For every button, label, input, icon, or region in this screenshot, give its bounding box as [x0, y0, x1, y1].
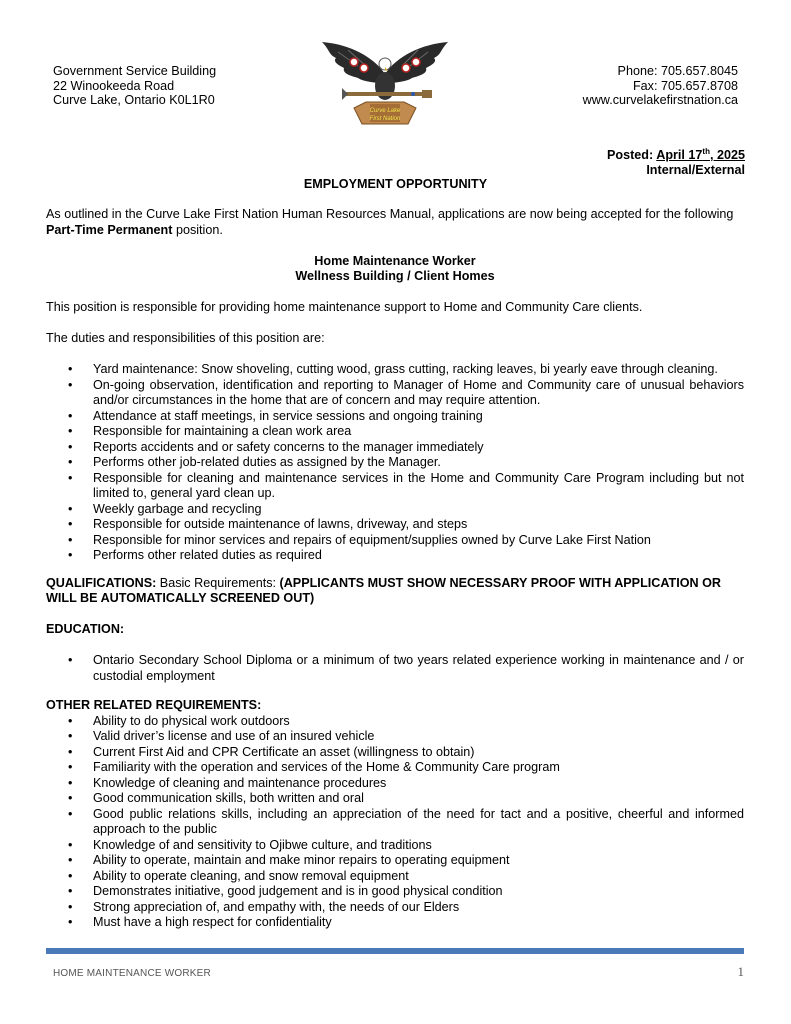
list-item: • Ability to do physical work outdoors [46, 714, 744, 730]
list-item: • Knowledge of and sensitivity to Ojibwe culture, and traditions [46, 838, 744, 854]
list-item: • Performs other related duties as required [46, 548, 744, 564]
job-posting-body [46, 207, 744, 931]
duties-intro: The duties and responsibilities of this position are: [46, 331, 325, 345]
posted-date-line [607, 148, 745, 163]
list-item: • Attendance at staff meetings, in service sessions and ongoing training [46, 409, 744, 425]
list-item: • Demonstrates initiative, good judgement and is in good physical condition [46, 884, 744, 900]
address-line: 22 Winookeeda Road [53, 78, 175, 93]
list-item: • Current First Aid and CPR Certificate an asset (willingness to obtain) [46, 745, 744, 761]
office-contact [583, 64, 738, 108]
curve-lake-eagle-logo [318, 36, 452, 130]
education-heading: EDUCATION: [46, 622, 125, 636]
logo-text-2: First Nation [369, 116, 401, 122]
other-requirements-heading: OTHER RELATED REQUIREMENTS: [46, 698, 262, 712]
logo-text-1: Curve Lake [369, 108, 401, 114]
list-item: • Good communication skills, both written and oral [46, 791, 744, 807]
list-item: • On-going observation, identification and reporting to Manager of Home and Community care of unusual behaviors and/or circumstances in the home that are of concern and may require attention. [46, 378, 744, 409]
page-number: 1 [737, 964, 744, 979]
list-item: • Strong appreciation of, and empathy with, the needs of our Elders [46, 900, 744, 916]
list-item: • Good public relations skills, including an appreciation of the need for tact and a positive, cheerful and informed approach to the public [46, 807, 744, 838]
list-item: • Ontario Secondary School Diploma or a minimum of two years related experience working in maintenance and / or custodial employment [46, 653, 744, 684]
footer-divider [46, 948, 744, 954]
position-name: Home Maintenance Worker [314, 253, 476, 268]
qualifications-section: QUALIFICATIONS: Basic Requirements: (APPLICANTS MUST SHOW NECESSARY PROOF WITH APPLICATION OR WILL BE AUTOMATICALLY SCREENED OUT) [46, 575, 722, 605]
posted-date: April 17th, 2025 [656, 146, 745, 162]
list-item: • Knowledge of cleaning and maintenance procedures [46, 776, 744, 792]
intro-paragraph: As outlined in the Curve Lake First Nation Human Resources Manual, applications are now being accepted for the following Part-Time Permanent position. [46, 207, 734, 237]
list-item: • Valid driver’s license and use of an insured vehicle [46, 729, 744, 745]
education-list [46, 653, 744, 684]
list-item: • Yard maintenance: Snow shoveling, cutting wood, grass cutting, racking leaves, bi yearly eave through cleaning. [46, 362, 744, 378]
list-item: • Weekly garbage and recycling [46, 502, 744, 518]
office-address [53, 64, 216, 108]
list-item: • Reports accidents and or safety concerns to the manager immediately [46, 440, 744, 456]
list-item: • Ability to operate cleaning, and snow removal equipment [46, 869, 744, 885]
list-item: • Familiarity with the operation and services of the Home & Community Care program [46, 760, 744, 776]
position-summary: This position is responsible for providing home maintenance support to Home and Community Care clients. [46, 300, 643, 314]
list-item: • Performs other job-related duties as assigned by the Manager. [46, 455, 744, 471]
address-line: Curve Lake, Ontario K0L1R0 [53, 93, 215, 107]
fax-number: Fax: 705.657.8708 [632, 78, 738, 93]
list-item: • Responsible for outside maintenance of lawns, driveway, and steps [46, 517, 744, 533]
list-item: • Responsible for minor services and repairs of equipment/supplies owned by Curve Lake First Nation [46, 533, 744, 549]
duties-list [46, 362, 744, 564]
footer-document-name: HOME MAINTENANCE WORKER [53, 968, 211, 979]
posting-scope: Internal/External [646, 163, 745, 177]
phone-number: Phone: 705.657.8045 [617, 64, 738, 78]
list-item: • Ability to operate, maintain and make minor repairs to operating equipment [46, 853, 744, 869]
list-item: • Must have a high respect for confidentiality [46, 915, 744, 931]
posted-label: Posted: [606, 148, 654, 162]
website-link[interactable]: www.curvelakefirstnation.ca [582, 93, 738, 107]
list-item: • Responsible for cleaning and maintenance services in the Home and Community Care Program including but not limited to, general yard clean up. [46, 471, 744, 502]
posting-info [607, 148, 745, 178]
list-item: • Responsible for maintaining a clean work area [46, 424, 744, 440]
page-title: EMPLOYMENT OPPORTUNITY [303, 177, 488, 191]
position-location: Wellness Building / Client Homes [295, 269, 495, 283]
other-requirements-list [46, 714, 744, 931]
address-line: Government Service Building [53, 64, 217, 78]
